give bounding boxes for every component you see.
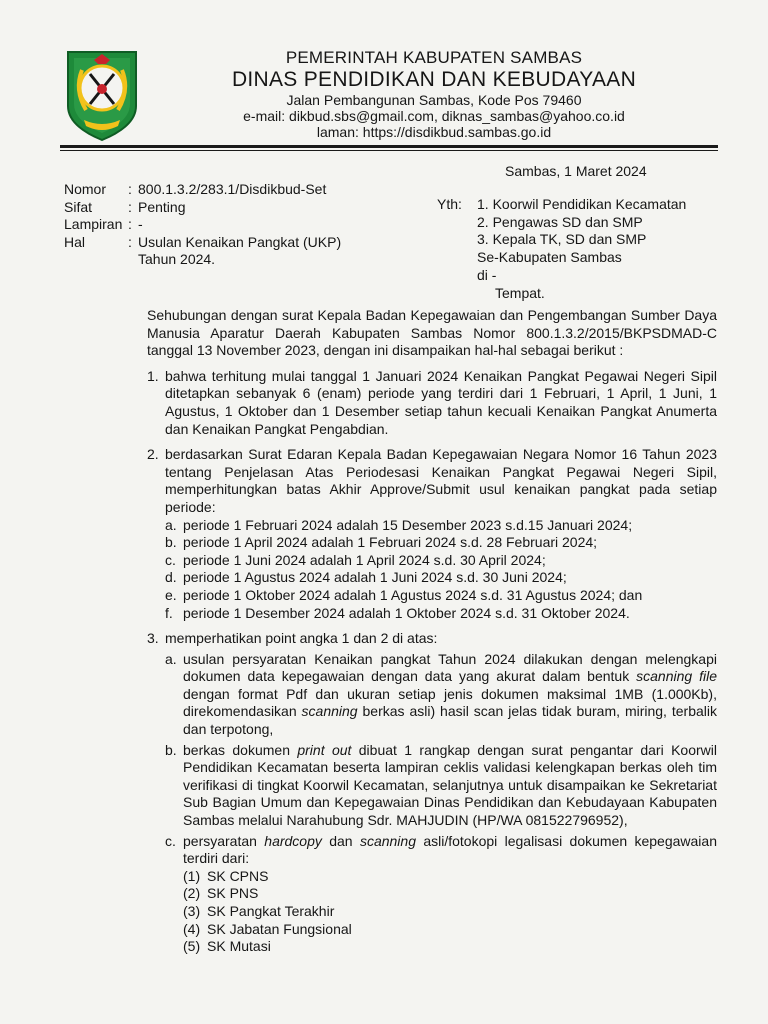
document-name: SK CPNS <box>207 867 269 884</box>
period-text: periode 1 April 2024 adalah 1 Februari 2024 s.d. 28 Februari 2024; <box>183 534 598 551</box>
requirement-letter: a. <box>165 650 177 667</box>
requirement-emphasis: scanning <box>359 832 416 849</box>
meta-colon: : <box>128 198 132 215</box>
letterhead-rule-thin <box>60 150 718 151</box>
requirement-emphasis: scanning <box>301 703 358 720</box>
requirement-letter: c. <box>165 832 176 849</box>
meta-value: - <box>138 216 143 233</box>
agency-email: e-mail: dikbud.sbs@gmail.com, diknas_sambas@yahoo.co.id <box>243 107 625 124</box>
meta-key: Nomor <box>64 181 107 197</box>
recipient-region: Se-Kabupaten Sambas <box>477 249 622 265</box>
meta-key: Lampiran <box>64 216 123 233</box>
point-text: bahwa terhitung mulai tanggal 1 Januari 2024 Kenaikan Pangkat Pegawai Negeri Sipil ditetapkan sebanyak 6 (enam) periode yang terdiri dari 1 Februari, 1 April, 1 Juni, 1 Agustus, 1 Oktober dan 1 Desember setiap tahun kecuali Kenaikan Pangkat Anumerta dan Kenaikan Pangkat Pengabdian. <box>165 367 717 437</box>
period-text: periode 1 Agustus 2024 adalah 1 Juni 2024 s.d. 30 Juni 2024; <box>183 569 567 586</box>
document-name: SK Jabatan Fungsional <box>207 920 352 937</box>
period-letter: c. <box>165 551 176 568</box>
period-text: periode 1 Juni 2024 adalah 1 April 2024 s.d. 30 April 2024; <box>183 551 546 568</box>
requirement-text: usulan persyaratan Kenaikan pangkat Tahun 2024 dilakukan dengan melengkapi dokumen data kepegawaian dengan data yang akurat dalam bentuk <box>183 650 717 685</box>
document-name: SK Mutasi <box>207 938 271 955</box>
document-number: (4) <box>183 920 201 937</box>
kabupaten-sambas-emblem-icon <box>64 46 140 142</box>
meta-key <box>64 251 128 269</box>
period-letter: b. <box>165 534 177 551</box>
requirement-emphasis: scanning file <box>636 668 717 685</box>
meta-row <box>64 199 341 217</box>
meta-colon: : <box>128 181 132 197</box>
meta-colon <box>128 251 138 269</box>
point-text: berdasarkan Surat Edaran Kepala Badan Kepegawaian Negara Nomor 16 Tahun 2023 tentang Penjelasan Atas Periodesasi Kenaikan Pangkat Pegawai Negeri Sipil, memperhitungkan batas Akhir Approve/Submit usul kenaikan pangkat pada setiap periode: <box>165 446 717 515</box>
requirement-item <box>165 651 717 739</box>
meta-row <box>64 181 341 199</box>
government-name: PEMERINTAH KABUPATEN SAMBAS <box>285 48 583 67</box>
point-number: 2. <box>147 446 159 463</box>
recipient-item: 2. Pengawas SD dan SMP <box>477 213 643 230</box>
point-number: 1. <box>147 367 159 384</box>
meta-row <box>64 216 341 234</box>
meta-key: Hal <box>64 233 86 250</box>
meta-colon: : <box>128 233 132 250</box>
recipient-label: Yth: <box>437 196 462 212</box>
agency-address: Jalan Pembangunan Sambas, Kode Pos 79460 <box>286 91 582 108</box>
period-item <box>165 517 717 535</box>
point-item <box>147 368 717 438</box>
meta-value: Penting <box>138 198 186 215</box>
document-name: SK Pangkat Terakhir <box>207 903 335 919</box>
letter-body <box>147 307 717 956</box>
recipient-di: di - <box>477 267 497 283</box>
period-item <box>165 552 717 570</box>
requirement-text: berkas asli) hasil scan jelas tidak buram, miring, terbalik dan terpotong, <box>183 703 717 738</box>
period-letter: f. <box>165 604 173 621</box>
document-item <box>183 868 717 886</box>
requirement-text: persyaratan <box>183 832 265 849</box>
period-letter: a. <box>165 516 177 533</box>
requirement-letter: b. <box>165 741 177 758</box>
point-number: 3. <box>147 630 159 647</box>
document-item <box>183 938 717 956</box>
period-item <box>165 605 717 623</box>
letterhead <box>150 48 718 140</box>
requirement-text: berkas dokumen <box>183 741 298 758</box>
document-item <box>183 921 717 939</box>
requirement-emphasis: hardcopy <box>264 832 322 849</box>
intro-paragraph: Sehubungan dengan surat Kepala Badan Kepegawaian dan Pengembangan Sumber Daya Manusia Aparatur Daerah Kabupaten Sambas Nomor 800.1.3.2/2015/BKPSDMAD-C tanggal 13 November 2023, dengan ini disampaikan hal-hal sebagai berikut : <box>147 307 717 359</box>
requirement-item <box>165 742 717 830</box>
letterhead-rule-thick <box>60 145 718 148</box>
requirement-text: asli/fotokopi legalisasi dokumen kepegawaian terdiri dari: <box>183 832 717 867</box>
document-item <box>183 903 717 921</box>
meta-value: Tahun 2024. <box>138 251 216 268</box>
requirement-text: dibuat 1 rangkap dengan surat pengantar dari Koorwil Pendidikan Kecamatan beserta lampiran ceklis validasi kelengkapan berkas oleh tim verifikasi di tingkat Koorwil Kecamatan, selanjutnya untuk disampaikan ke Sekretariat Sub Bagian Umum dan Kepegawaian Dinas Pendidikan dan Kebudayaan Kabupaten Sambas melalui Narahubung Sdr. MAHJUDIN (HP/WA 081522796952), <box>183 741 717 829</box>
point-item <box>147 630 717 956</box>
period-text: periode 1 Februari 2024 adalah 15 Desember 2023 s.d.15 Januari 2024; <box>183 516 633 533</box>
document-number: (2) <box>183 885 201 902</box>
meta-row <box>64 234 341 252</box>
meta-value: Usulan Kenaikan Pangkat (UKP) <box>138 233 342 250</box>
requirement-emphasis: print out <box>297 741 352 758</box>
point-item <box>147 446 717 622</box>
requirement-item <box>165 833 717 956</box>
document-number: (1) <box>183 867 201 884</box>
document-number: (3) <box>183 903 201 919</box>
period-item <box>165 569 717 587</box>
recipient-place: Tempat. <box>495 285 545 301</box>
recipient-item: 3. Kepala TK, SD dan SMP <box>477 231 647 248</box>
period-letter: d. <box>165 569 177 586</box>
document-number: (5) <box>183 938 201 955</box>
letter-meta <box>64 181 341 269</box>
period-item <box>165 587 717 605</box>
document-name: SK PNS <box>207 885 259 902</box>
meta-value: 800.1.3.2/283.1/Disdikbud-Set <box>138 181 327 197</box>
period-text: periode 1 Oktober 2024 adalah 1 Agustus 2024 s.d. 31 Agustus 2024; dan <box>183 586 643 603</box>
requirement-text: dan <box>321 832 360 849</box>
period-letter: e. <box>165 586 177 603</box>
agency-name: DINAS PENDIDIKAN DAN KEBUDAYAAN <box>231 67 637 91</box>
meta-row <box>64 251 341 269</box>
letter-date: Sambas, 1 Maret 2024 <box>505 163 647 179</box>
recipient-list <box>477 196 686 249</box>
period-item <box>165 534 717 552</box>
document-list <box>183 868 717 956</box>
period-text: periode 1 Desember 2024 adalah 1 Oktober 2024 s.d. 31 Oktober 2024. <box>183 604 630 621</box>
requirement-text: dengan format Pdf dan ukuran setiap jenis dokumen maksimal 1MB (1.000Kb), direkomendasikan <box>183 685 717 720</box>
document-item <box>183 885 717 903</box>
meta-colon: : <box>128 216 132 233</box>
point-text: memperhatikan point angka 1 dan 2 di atas: <box>165 630 438 647</box>
recipient-item: 1. Koorwil Pendidikan Kecamatan <box>477 196 687 212</box>
meta-key: Sifat <box>64 198 93 215</box>
agency-website: laman: https://disdikbud.sambas.go.id <box>316 123 552 140</box>
